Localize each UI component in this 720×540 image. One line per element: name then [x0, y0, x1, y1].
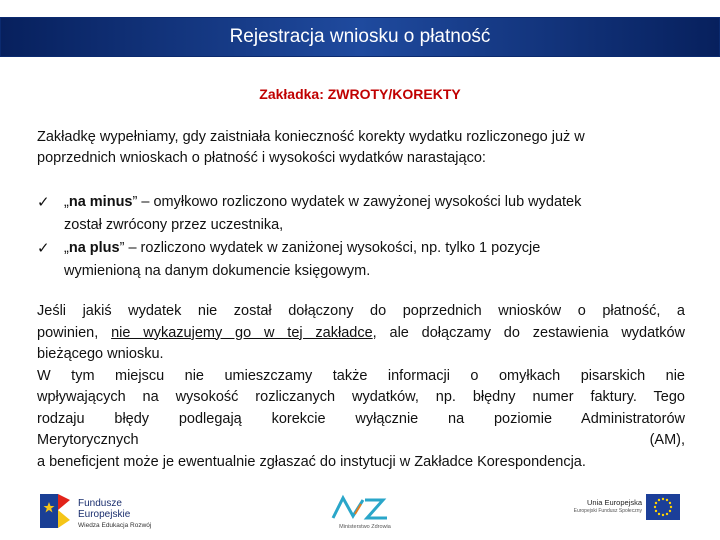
- body-paragraph: [37, 301, 685, 473]
- para-line: a beneficjent może je ewentualnie zgłaszać do instytucji w Zakładce Korespondencja.: [37, 453, 586, 470]
- para-line: W tym miejscu nie umieszczamy także informacji o omyłkach pisarskich nie: [37, 367, 685, 384]
- para-line: wpływających na wysokość rozliczanych wydatków, np. błędny numer faktury. Tego: [37, 389, 685, 405]
- ue-logo-text: [550, 498, 642, 516]
- bullet-2-text: ” – rozliczono wydatek w zaniżonej wysokości, np. tylko 1 pozycje: [119, 240, 541, 256]
- intro-line-2: poprzednich wnioskach o płatność i wysokości wydatków narastająco:: [37, 150, 486, 166]
- intro-text: [37, 127, 682, 169]
- list-item: [37, 237, 687, 283]
- section-subtitle: Zakładka: ZWROTY/KOREKTY: [259, 86, 461, 102]
- quote-open: „: [64, 240, 69, 256]
- fe-line-1: Fundusze: [78, 498, 122, 509]
- fundusze-europejskie-logo: [38, 490, 198, 532]
- term-na-plus: na plus: [68, 240, 120, 256]
- fe-logo-text: [78, 498, 151, 531]
- para-line: Jeśli jakiś wydatek nie został dołączony do poprzednich wniosków o płatność, a: [37, 303, 685, 319]
- term-na-minus: na minus: [68, 194, 133, 210]
- bullet-2-text-line-2: wymienioną na danym dokumencie księgowym.: [64, 263, 371, 279]
- quote-open: „: [64, 194, 69, 210]
- mz-logo-icon: [325, 492, 405, 522]
- ministerstwo-zdrowia-logo: [325, 492, 405, 532]
- footer-logos: [0, 480, 720, 540]
- fe-line-2: Europejskie: [78, 509, 131, 520]
- fe-line-3: Wiedza Edukacja Rozwój: [78, 522, 152, 529]
- para-text: powinien,: [37, 324, 112, 341]
- para-text: Merytorycznych: [37, 432, 139, 448]
- para-text: , ale dołączamy do zestawienia wydatków: [372, 324, 685, 341]
- bullet-list: [37, 191, 687, 283]
- para-line: bieżącego wniosku.: [37, 346, 164, 362]
- intro-line-1: Zakładkę wypełniamy, gdy zaistniała konieczność korekty wydatku rozliczonego już w: [37, 129, 585, 145]
- mz-caption: Ministerstwo Zdrowia: [339, 524, 391, 530]
- checkmark-icon: ✓: [37, 194, 50, 211]
- eu-flag-icon: [646, 494, 680, 520]
- ue-line-1: Unia Europejska: [586, 498, 642, 507]
- bullet-1-text-line-2: został zwrócony przez uczestnika,: [64, 217, 284, 233]
- page-title: Rejestracja wniosku o płatność: [229, 26, 491, 47]
- ue-line-2: Europejski Fundusz Społeczny: [573, 508, 642, 514]
- para-line: rodzaju błędy podlegają korekcie wyłącznie na poziomie Administratorów: [37, 410, 685, 427]
- underlined-emphasis: nie wykazujemy go w tej zakładce: [111, 324, 373, 341]
- bullet-1-text: ” – omyłkowo rozliczono wydatek w zawyżonej wysokości lub wydatek: [132, 194, 582, 210]
- para-line: [37, 430, 685, 452]
- checkmark-icon: ✓: [37, 240, 50, 257]
- para-line: [37, 323, 685, 345]
- unia-europejska-logo: [550, 494, 700, 524]
- title-bar: [0, 17, 720, 57]
- fe-star-icon: [38, 490, 72, 532]
- list-item: [37, 191, 687, 237]
- para-text: (AM),: [649, 432, 685, 448]
